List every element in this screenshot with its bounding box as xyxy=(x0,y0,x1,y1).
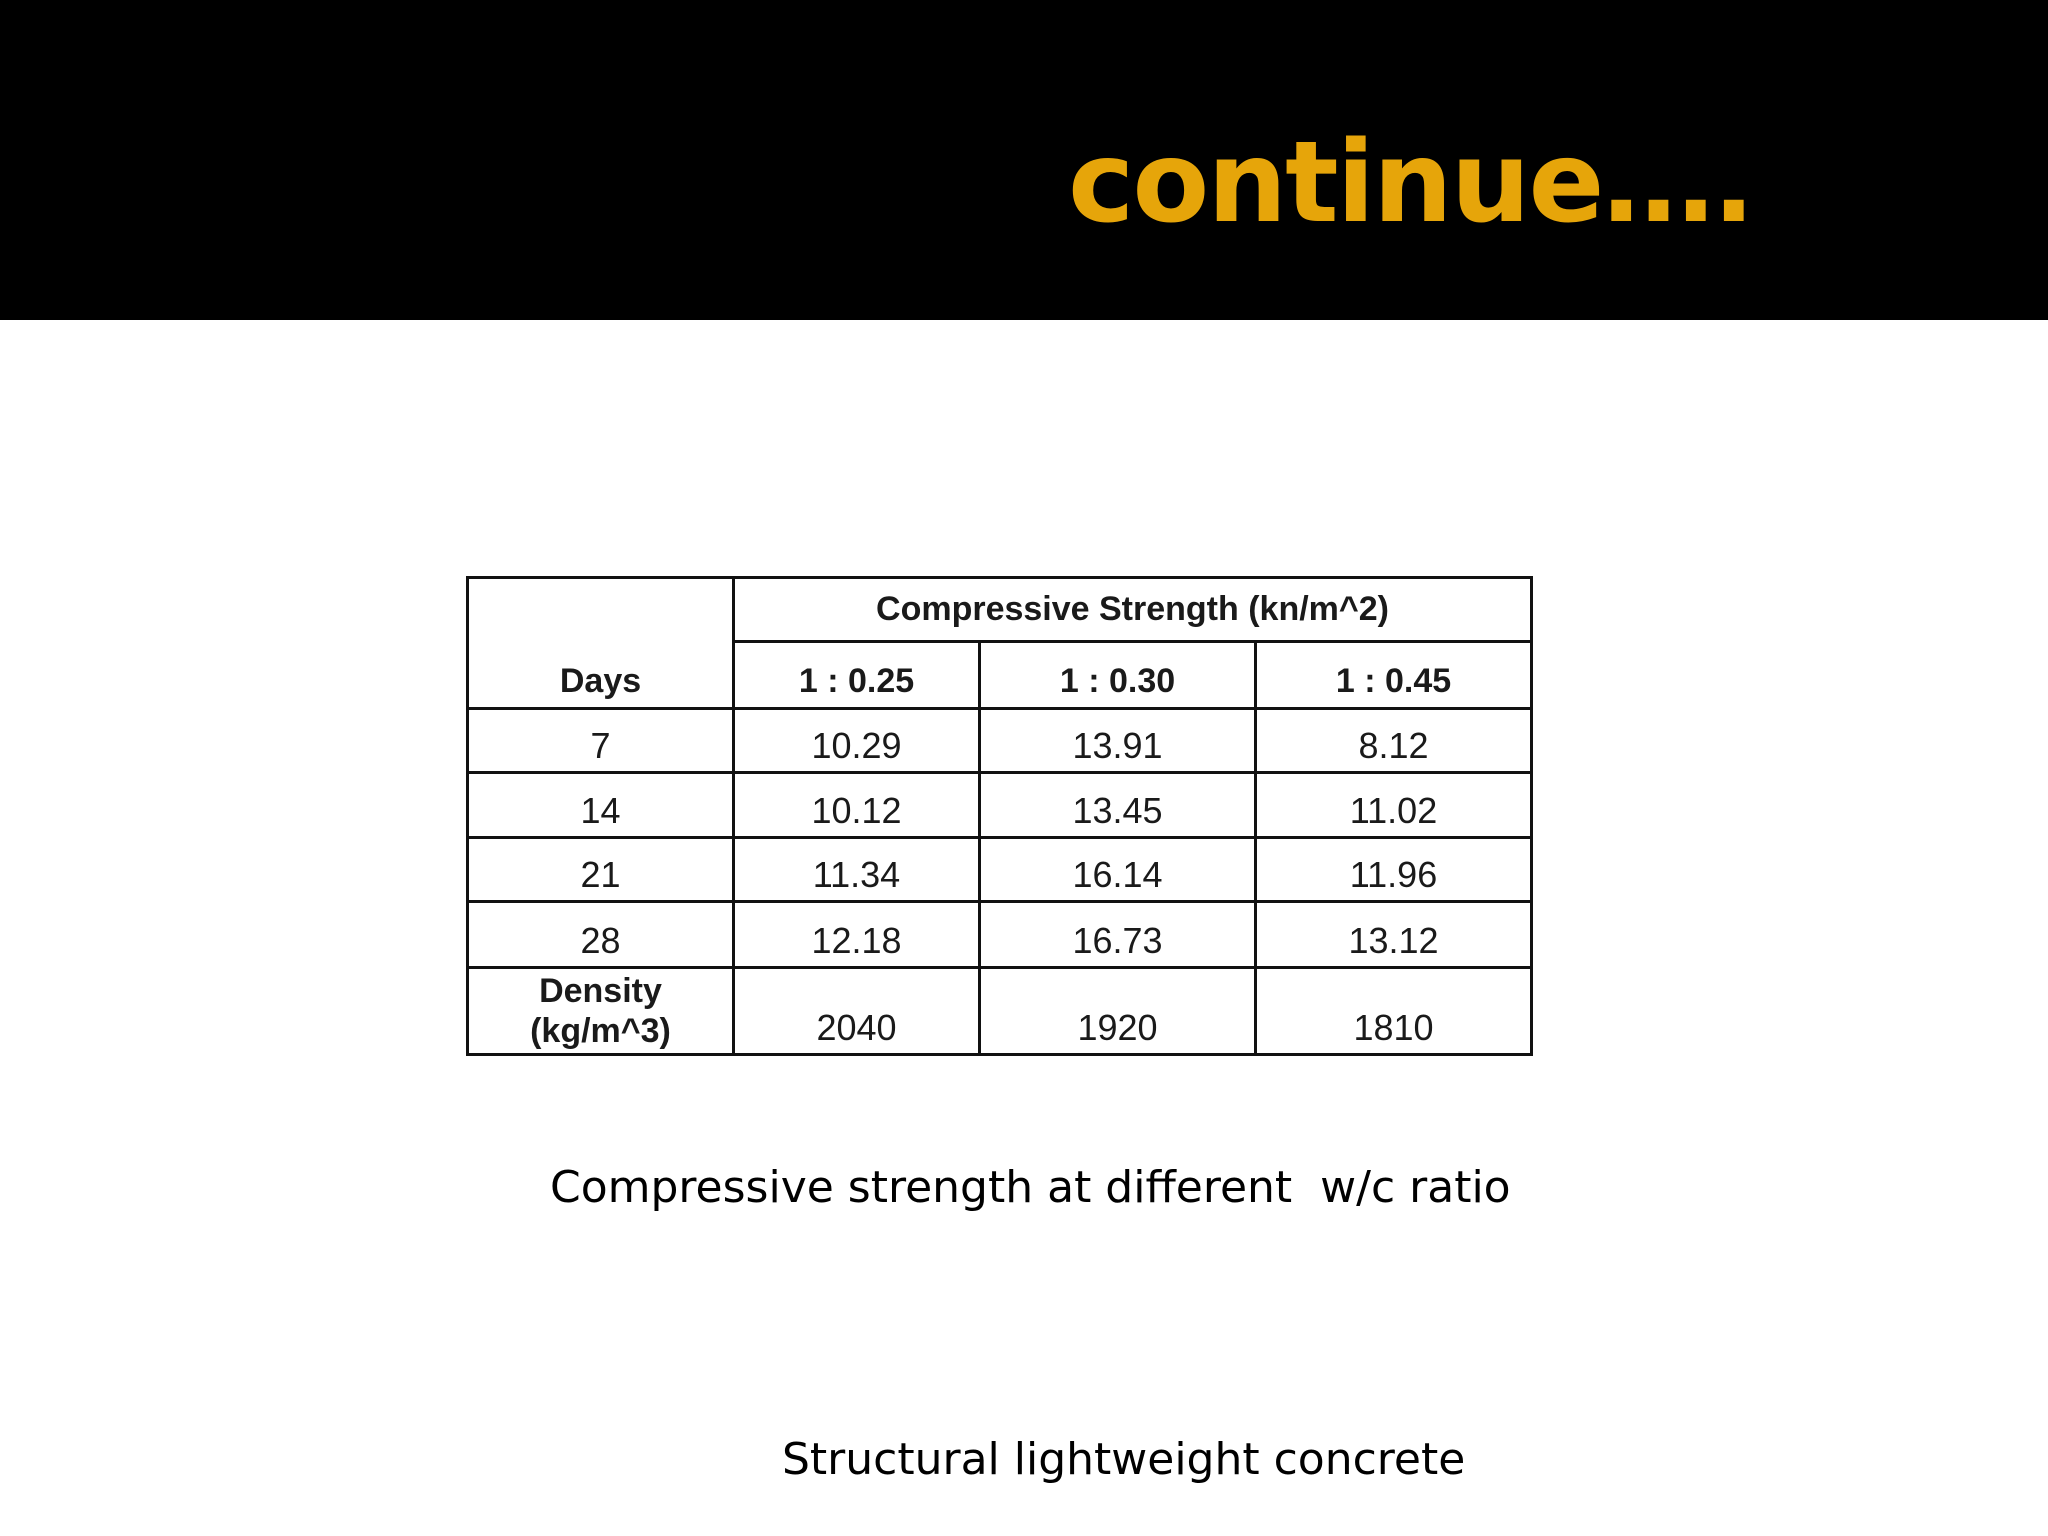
value-cell: 11.96 xyxy=(1256,837,1532,901)
value-cell: 16.73 xyxy=(980,901,1256,967)
strength-table-container xyxy=(466,576,1530,1056)
table-caption: Compressive strength at different w/c ratio xyxy=(550,1162,1511,1213)
value-cell: 11.02 xyxy=(1256,773,1532,837)
value-cell: 12.18 xyxy=(734,901,980,967)
ratio-header-2: 1 : 0.30 xyxy=(980,642,1256,708)
table-header-row-1 xyxy=(468,578,1532,642)
density-row xyxy=(468,968,1532,1055)
value-cell: 10.12 xyxy=(734,773,980,837)
compressive-strength-table xyxy=(466,576,1533,1056)
density-value-cell: 2040 xyxy=(734,968,980,1055)
days-header: Days xyxy=(468,578,734,709)
days-cell: 14 xyxy=(468,773,734,837)
value-cell: 16.14 xyxy=(980,837,1256,901)
value-cell: 13.12 xyxy=(1256,901,1532,967)
value-cell: 13.91 xyxy=(980,708,1256,772)
value-cell: 13.45 xyxy=(980,773,1256,837)
table-row xyxy=(468,837,1532,901)
days-cell: 28 xyxy=(468,901,734,967)
density-label xyxy=(468,968,734,1055)
table-row xyxy=(468,773,1532,837)
days-cell: 21 xyxy=(468,837,734,901)
title-band xyxy=(0,0,2048,320)
days-cell: 7 xyxy=(468,708,734,772)
density-value-cell: 1920 xyxy=(980,968,1256,1055)
density-label-line2: (kg/m^3) xyxy=(530,1012,671,1051)
density-label-line1: Density xyxy=(539,972,662,1011)
value-cell: 10.29 xyxy=(734,708,980,772)
table-row xyxy=(468,708,1532,772)
value-cell: 11.34 xyxy=(734,837,980,901)
ratio-header-1: 1 : 0.25 xyxy=(734,642,980,708)
value-cell: 8.12 xyxy=(1256,708,1532,772)
compressive-strength-header: Compressive Strength (kn/m^2) xyxy=(734,578,1532,642)
ratio-header-3: 1 : 0.45 xyxy=(1256,642,1532,708)
slide-title: continue…. xyxy=(1068,118,1753,248)
footer-text: Structural lightweight concrete xyxy=(782,1434,1466,1485)
density-value-cell: 1810 xyxy=(1256,968,1532,1055)
table-row xyxy=(468,901,1532,967)
